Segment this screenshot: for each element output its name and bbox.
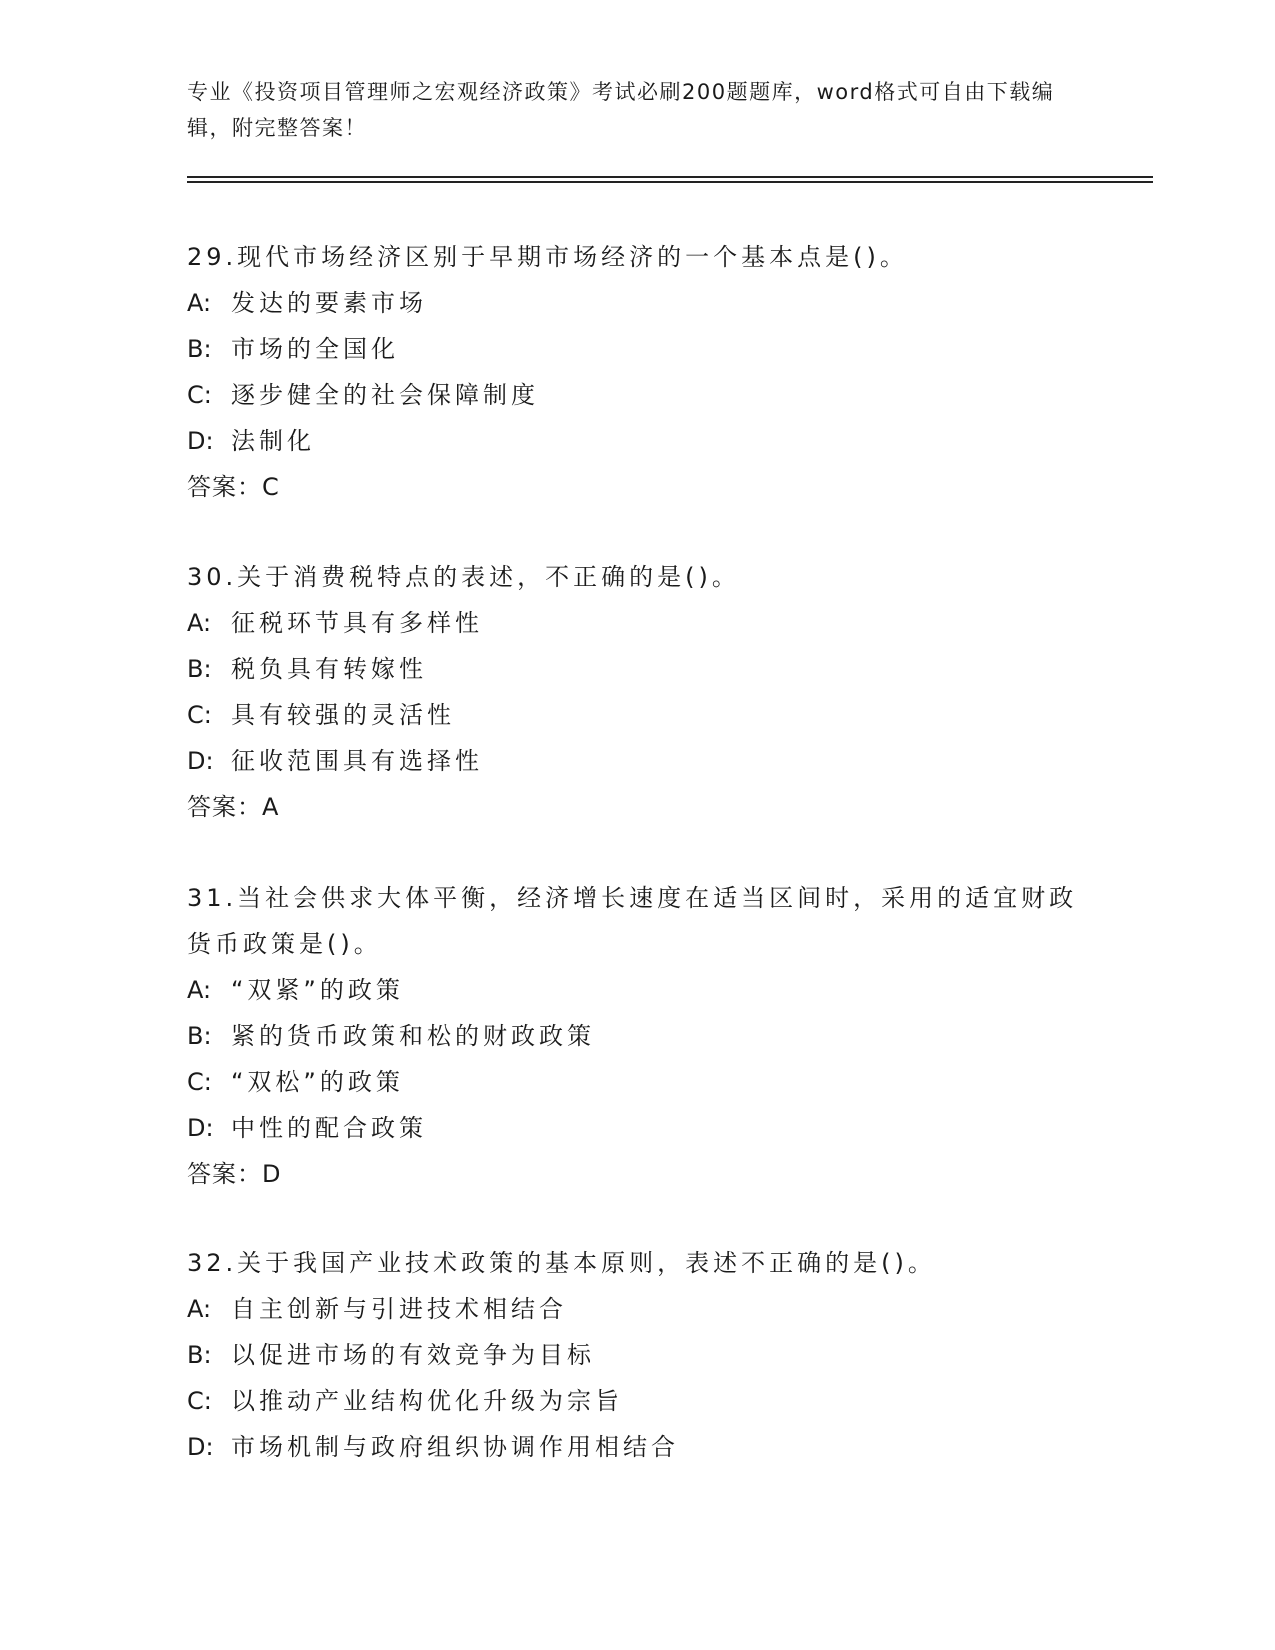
option-c (187, 372, 1087, 418)
option-text: 征收范围具有选择性 (231, 747, 483, 775)
option-text: 逐步健全的社会保障制度 (231, 381, 539, 409)
option-text: 以推动产业结构优化升级为宗旨 (231, 1387, 623, 1415)
option-key: D: (187, 747, 214, 775)
option-key: B: (187, 1341, 212, 1369)
option-b (187, 326, 1087, 372)
option-a (187, 280, 1087, 326)
option-text: “双紧”的政策 (231, 976, 404, 1004)
option-text: 市场机制与政府组织协调作用相结合 (231, 1433, 679, 1461)
question-30 (187, 554, 1087, 830)
option-key: C: (187, 1387, 212, 1415)
question-title: 29.现代市场经济区别于早期市场经济的一个基本点是()。 (187, 243, 908, 271)
option-key: A: (187, 976, 212, 1004)
option-key: A: (187, 289, 212, 317)
option-text: “双松”的政策 (231, 1068, 404, 1096)
question-29 (187, 234, 1087, 510)
header-divider-top (187, 176, 1153, 178)
option-key: C: (187, 381, 212, 409)
option-key: D: (187, 1114, 214, 1142)
option-b (187, 1332, 1087, 1378)
question-31 (187, 875, 1087, 1197)
option-c (187, 1378, 1087, 1424)
option-text: 紧的货币政策和松的财政政策 (231, 1022, 595, 1050)
option-a (187, 1286, 1087, 1332)
option-b (187, 1013, 1087, 1059)
question-title: 30.关于消费税特点的表述，不正确的是()。 (187, 563, 740, 591)
option-key: D: (187, 427, 214, 455)
option-key: C: (187, 1068, 212, 1096)
option-text: 自主创新与引进技术相结合 (231, 1295, 567, 1323)
answer-text: 答案：C (187, 473, 280, 501)
option-text: 具有较强的灵活性 (231, 701, 455, 729)
option-text: 中性的配合政策 (231, 1114, 427, 1142)
option-text: 税负具有转嫁性 (231, 655, 427, 683)
option-text: 以促进市场的有效竞争为目标 (231, 1341, 595, 1369)
option-key: A: (187, 609, 212, 637)
answer-text: 答案：D (187, 1160, 282, 1188)
option-key: A: (187, 1295, 212, 1323)
option-d (187, 738, 1087, 784)
option-text: 法制化 (231, 427, 315, 455)
option-a (187, 600, 1087, 646)
option-b (187, 646, 1087, 692)
question-32 (187, 1240, 1087, 1470)
option-text: 征税环节具有多样性 (231, 609, 483, 637)
option-a (187, 967, 1087, 1013)
question-title: 31.当社会供求大体平衡，经济增长速度在适当区间时，采用的适宜财政货币政策是()。 (187, 884, 1078, 958)
option-key: B: (187, 335, 212, 363)
document-header: 专业《投资项目管理师之宏观经济政策》考试必刷200题题库，word格式可自由下载编辑，附完整答案！ (187, 80, 1055, 140)
header-divider-bottom (187, 181, 1153, 183)
question-title: 32.关于我国产业技术政策的基本原则，表述不正确的是()。 (187, 1249, 936, 1277)
option-key: D: (187, 1433, 214, 1461)
option-c (187, 1059, 1087, 1105)
answer-text: 答案：A (187, 793, 280, 821)
option-text: 市场的全国化 (231, 335, 399, 363)
option-key: C: (187, 701, 212, 729)
option-d (187, 1424, 1087, 1470)
option-d (187, 418, 1087, 464)
option-key: B: (187, 655, 212, 683)
option-d (187, 1105, 1087, 1151)
option-c (187, 692, 1087, 738)
option-key: B: (187, 1022, 212, 1050)
option-text: 发达的要素市场 (231, 289, 427, 317)
